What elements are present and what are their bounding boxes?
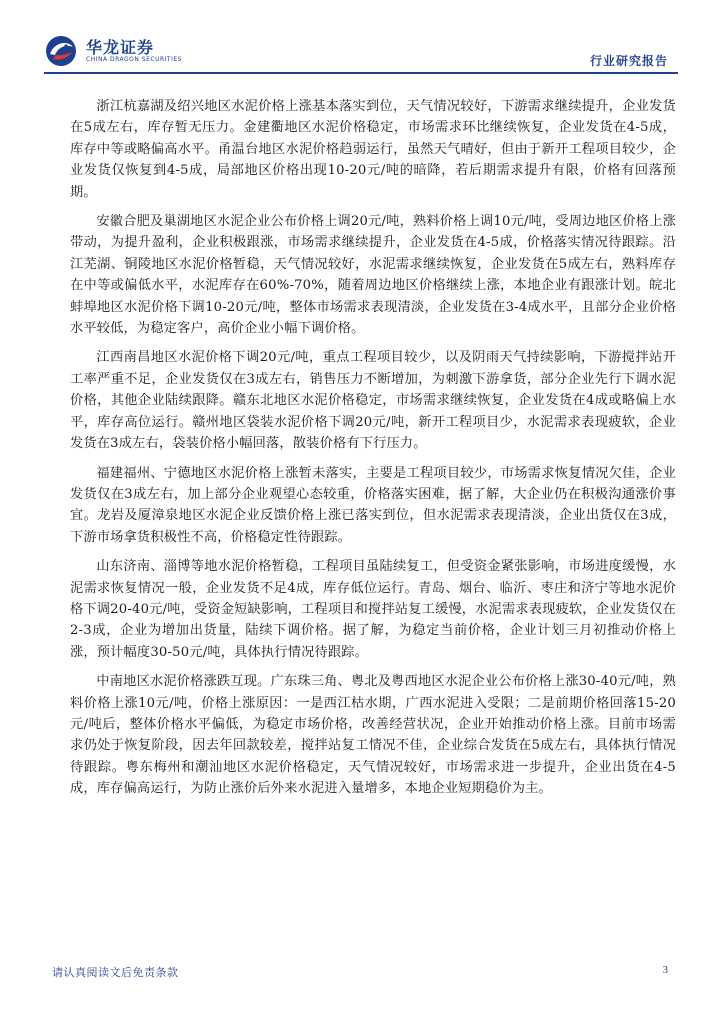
header-divider: [44, 72, 678, 74]
footer-disclaimer: 请认真阅读文后免责条款: [52, 966, 179, 979]
paragraph-central-south: 中南地区水泥价格涨跌互现。广东珠三角、粤北及粤西地区水泥企业公布价格上涨30-40元/吨，熟料价格上涨10元/吨，价格上涨原因：一是西江枯水期，广西水泥进入受限；二是前期价格回落15-20元/吨后，整体价格水平偏低，为稳定市场价格，改善经营状况，企业开始推动价格上涨。目前市场需求仍处于恢复阶段，因去年回款较差，搅拌站复工情况不佳，企业综合发货在5成左右，具体执行情况待跟踪。粤东梅州和潮汕地区水泥价格稳定，天气情况较好，市场需求进一步提升，企业出货在4-5成，库存偏高运行，为防止涨价后外来水泥进入量增多，本地企业短期稳价为主。: [70, 674, 676, 797]
report-type-label: 行业研究报告: [589, 54, 668, 68]
paragraph-zhejiang: 浙江杭嘉湖及绍兴地区水泥价格上涨基本落实到位，天气情况较好，下游需求继续提升，企业发货在5成左右，库存暂无压力。金建衢地区水泥价格稳定，市场需求环比继续恢复，企业发货在4-5成，库存中等或略偏高水平。甬温台地区水泥价格趋弱运行，虽然天气晴好，但由于新开工程项目较少，企业发货仅恢复到4-5成，局部地区价格出现10-20元/吨的暗降，若后期需求提升有限，价格有回落预期。: [70, 99, 676, 200]
page-header: [0, 0, 724, 75]
paragraph-jiangxi: 江西南昌地区水泥价格下调20元/吨，重点工程项目较少，以及阴雨天气持续影响，下游搅拌站开工率严重不足，企业发货仅在3成左右，销售压力不断增加，为刺激下游拿货，部分企业先行下调水泥价格，其他企业陆续跟降。赣东北地区水泥价格稳定，市场需求继续恢复，企业发货在4成或略偏上水平，库存高位运行。赣州地区袋装水泥价格下调20元/吨，新开工程项目少，水泥需求表现疲软，企业发货在3成左右，袋装价格小幅回落，散装价格有下行压力。: [70, 350, 676, 452]
paragraph-shandong: 山东济南、淄博等地水泥价格暂稳，工程项目虽陆续复工，但受资金紧张影响，市场进度缓慢，水泥需求恢复情况一般，企业发货不足4成，库存低位运行。青岛、烟台、临沂、枣庄和济宁等地水泥价格下调20-40元/吨，受资金短缺影响，工程项目和搅拌站复工缓慢，水泥需求表现疲软，企业发货仅在2-3成，企业为增加出货量，陆续下调价格。据了解，为稳定当前价格，企业计划三月初推动价格上涨，预计幅度30-50元/吨，具体执行情况待跟踪。: [70, 559, 676, 660]
company-name-en: CHINA DRAGON SECURITIES: [86, 56, 182, 63]
company-name-cn: 华龙证券: [86, 38, 155, 57]
paragraph-fujian: 福建福州、宁德地区水泥价格上涨暂未落实，主要是工程项目较少，市场需求恢复情况欠佳，企业发货仅在3成左右，加上部分企业观望心态较重，价格落实困难，据了解，大企业仍在积极沟通涨价事宜。龙岩及厦漳泉地区水泥企业反馈价格上涨已落实到位，但水泥需求表现清淡，企业出货仅在3成，下游市场拿货积极性不高，价格稳定性待跟踪。: [70, 465, 676, 545]
paragraph-anhui: 安徽合肥及巢湖地区水泥企业公布价格上调20元/吨，熟料价格上调10元/吨，受周边地区价格上涨带动，为提升盈利，企业积极跟涨，市场需求继续提升，企业发货在4-5成，价格落实情况待跟踪。沿江芜湖、铜陵地区水泥价格暂稳，天气情况较好，水泥需求继续恢复，企业发货在5成左右，熟料库存在中等或偏低水平，水泥库存在60%-70%，随着周边地区价格继续上涨，本地企业有跟涨计划。皖北蚌埠地区水泥价格下调10-20元/吨，整体市场需求表现清淡，企业发货在3-4成水平，且部分企业价格水平较低，为稳定客户，高价企业小幅下调价格。: [70, 214, 676, 337]
page-number: 3: [662, 964, 668, 976]
report-body: [70, 96, 676, 808]
company-logo: [44, 34, 182, 68]
dragon-logo-icon: [44, 34, 78, 68]
